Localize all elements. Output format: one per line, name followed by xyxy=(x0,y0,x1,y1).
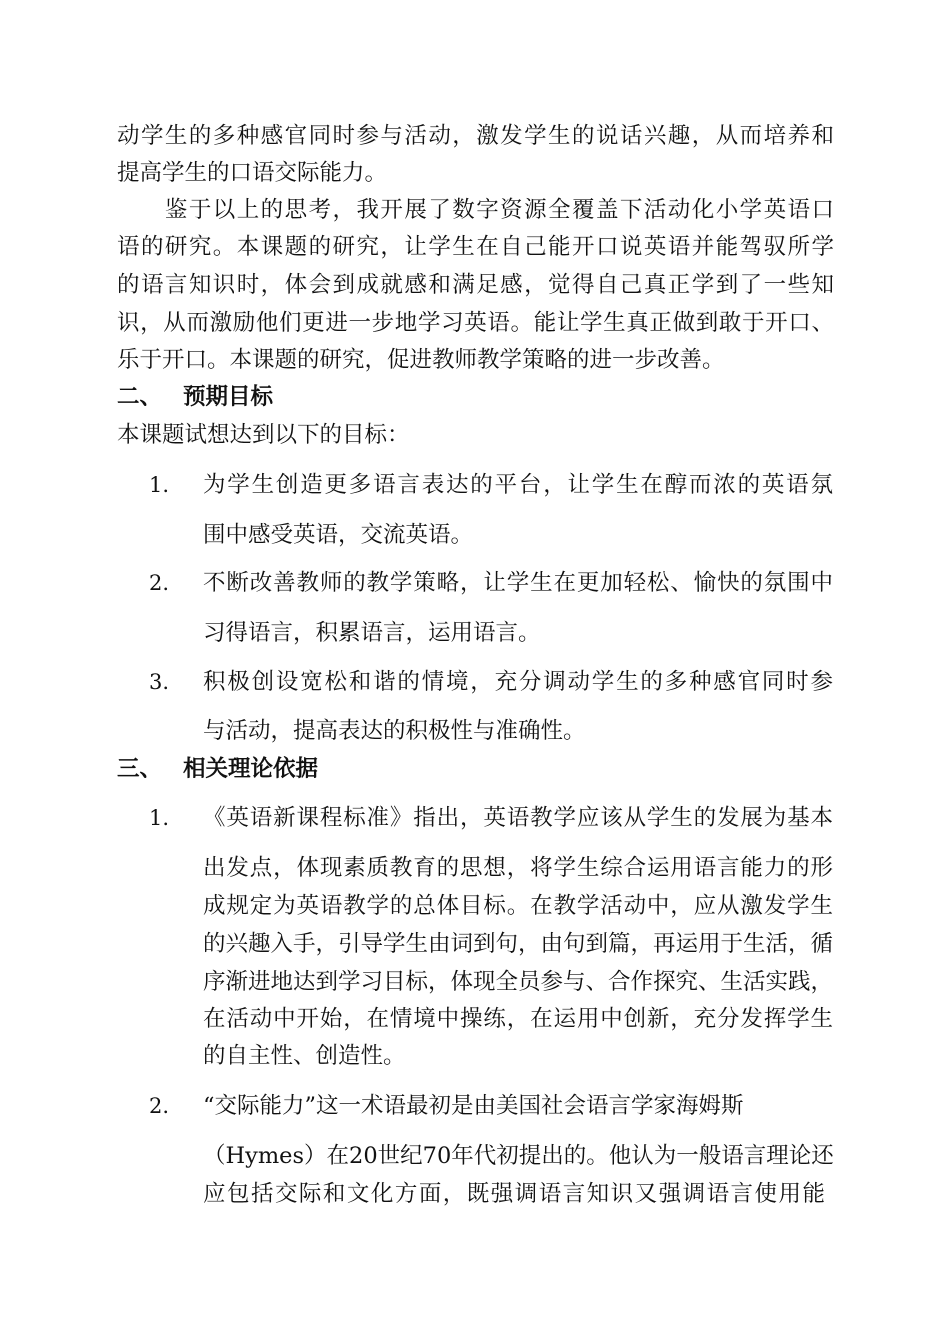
goal-item-line: 不断改善教师的教学策略，让学生在更加轻松、愉快的氛围中 xyxy=(203,570,833,596)
section-2-number: 二、 xyxy=(117,384,163,410)
theory-item-line: 在活动中开始，在情境中操练，在运用中创新，充分发挥学生 xyxy=(203,1006,833,1032)
goal-item-number: 3. xyxy=(149,670,170,694)
theory-item-line: 出发点，体现素质教育的思想，将学生综合运用语言能力的形 xyxy=(203,855,833,881)
theory-item-line: 的自主性、创造性。 xyxy=(203,1043,406,1069)
goal-item-line: 习得语言，积累语言，运用语言。 xyxy=(203,620,541,646)
theory-item-line: 成规定为英语教学的总体目标。在教学活动中，应从激发学生 xyxy=(203,893,833,919)
intro-line: 乐于开口。本课题的研究，促进教师教学策略的进一步改善。 xyxy=(117,347,725,373)
intro-line: 鉴于以上的思考，我开展了数字资源全覆盖下活动化小学英语口 xyxy=(117,197,834,223)
goal-item-line: 为学生创造更多语言表达的平台，让学生在醇而浓的英语氛 xyxy=(203,472,833,498)
goal-item-line: 积极创设宽松和谐的情境，充分调动学生的多种感官同时参 xyxy=(203,669,833,695)
section-3-heading: 相关理论依据 xyxy=(183,756,319,782)
intro-line: 的语言知识时，体会到成就感和满足感，觉得自己真正学到了一些知 xyxy=(117,272,834,298)
section-3-number: 三、 xyxy=(117,756,163,782)
theory-item-line: （Hymes）在20世纪70年代初提出的。他认为一般语言理论还 xyxy=(203,1143,834,1169)
theory-item-line: 的兴趣入手，引导学生由词到句，由句到篇，再运用于生活，循 xyxy=(203,931,834,957)
goal-item-line: 围中感受英语，交流英语。 xyxy=(203,522,474,548)
goal-item-number: 1. xyxy=(149,473,170,497)
theory-item-line: “交际能力”这一术语最初是由美国社会语言学家海姆斯 xyxy=(203,1093,744,1119)
theory-item-number: 2. xyxy=(149,1094,170,1118)
theory-item-line: 《英语新课程标准》指出，英语教学应该从学生的发展为基本 xyxy=(203,805,833,831)
section-2-heading: 预期目标 xyxy=(183,384,274,410)
intro-line: 识，从而激励他们更进一步地学习英语。能让学生真正做到敢于开口、 xyxy=(117,310,834,336)
section-2-lead: 本课题试想达到以下的目标： xyxy=(117,422,410,448)
intro-line: 提高学生的口语交际能力。 xyxy=(117,160,388,186)
theory-item-line: 应包括交际和文化方面，既强调语言知识又强调语言使用能 xyxy=(203,1181,825,1207)
intro-line: 动学生的多种感官同时参与活动，激发学生的说话兴趣，从而培养和 xyxy=(117,123,834,149)
theory-item-line: 序渐进地达到学习目标，体现全员参与、合作探究、生活实践， xyxy=(203,969,834,995)
goal-item-line: 与活动，提高表达的积极性与准确性。 xyxy=(203,718,586,744)
theory-item-number: 1. xyxy=(149,806,170,830)
goal-item-number: 2. xyxy=(149,571,170,595)
intro-line: 语的研究。本课题的研究，让学生在自己能开口说英语并能驾驭所学 xyxy=(117,234,834,260)
